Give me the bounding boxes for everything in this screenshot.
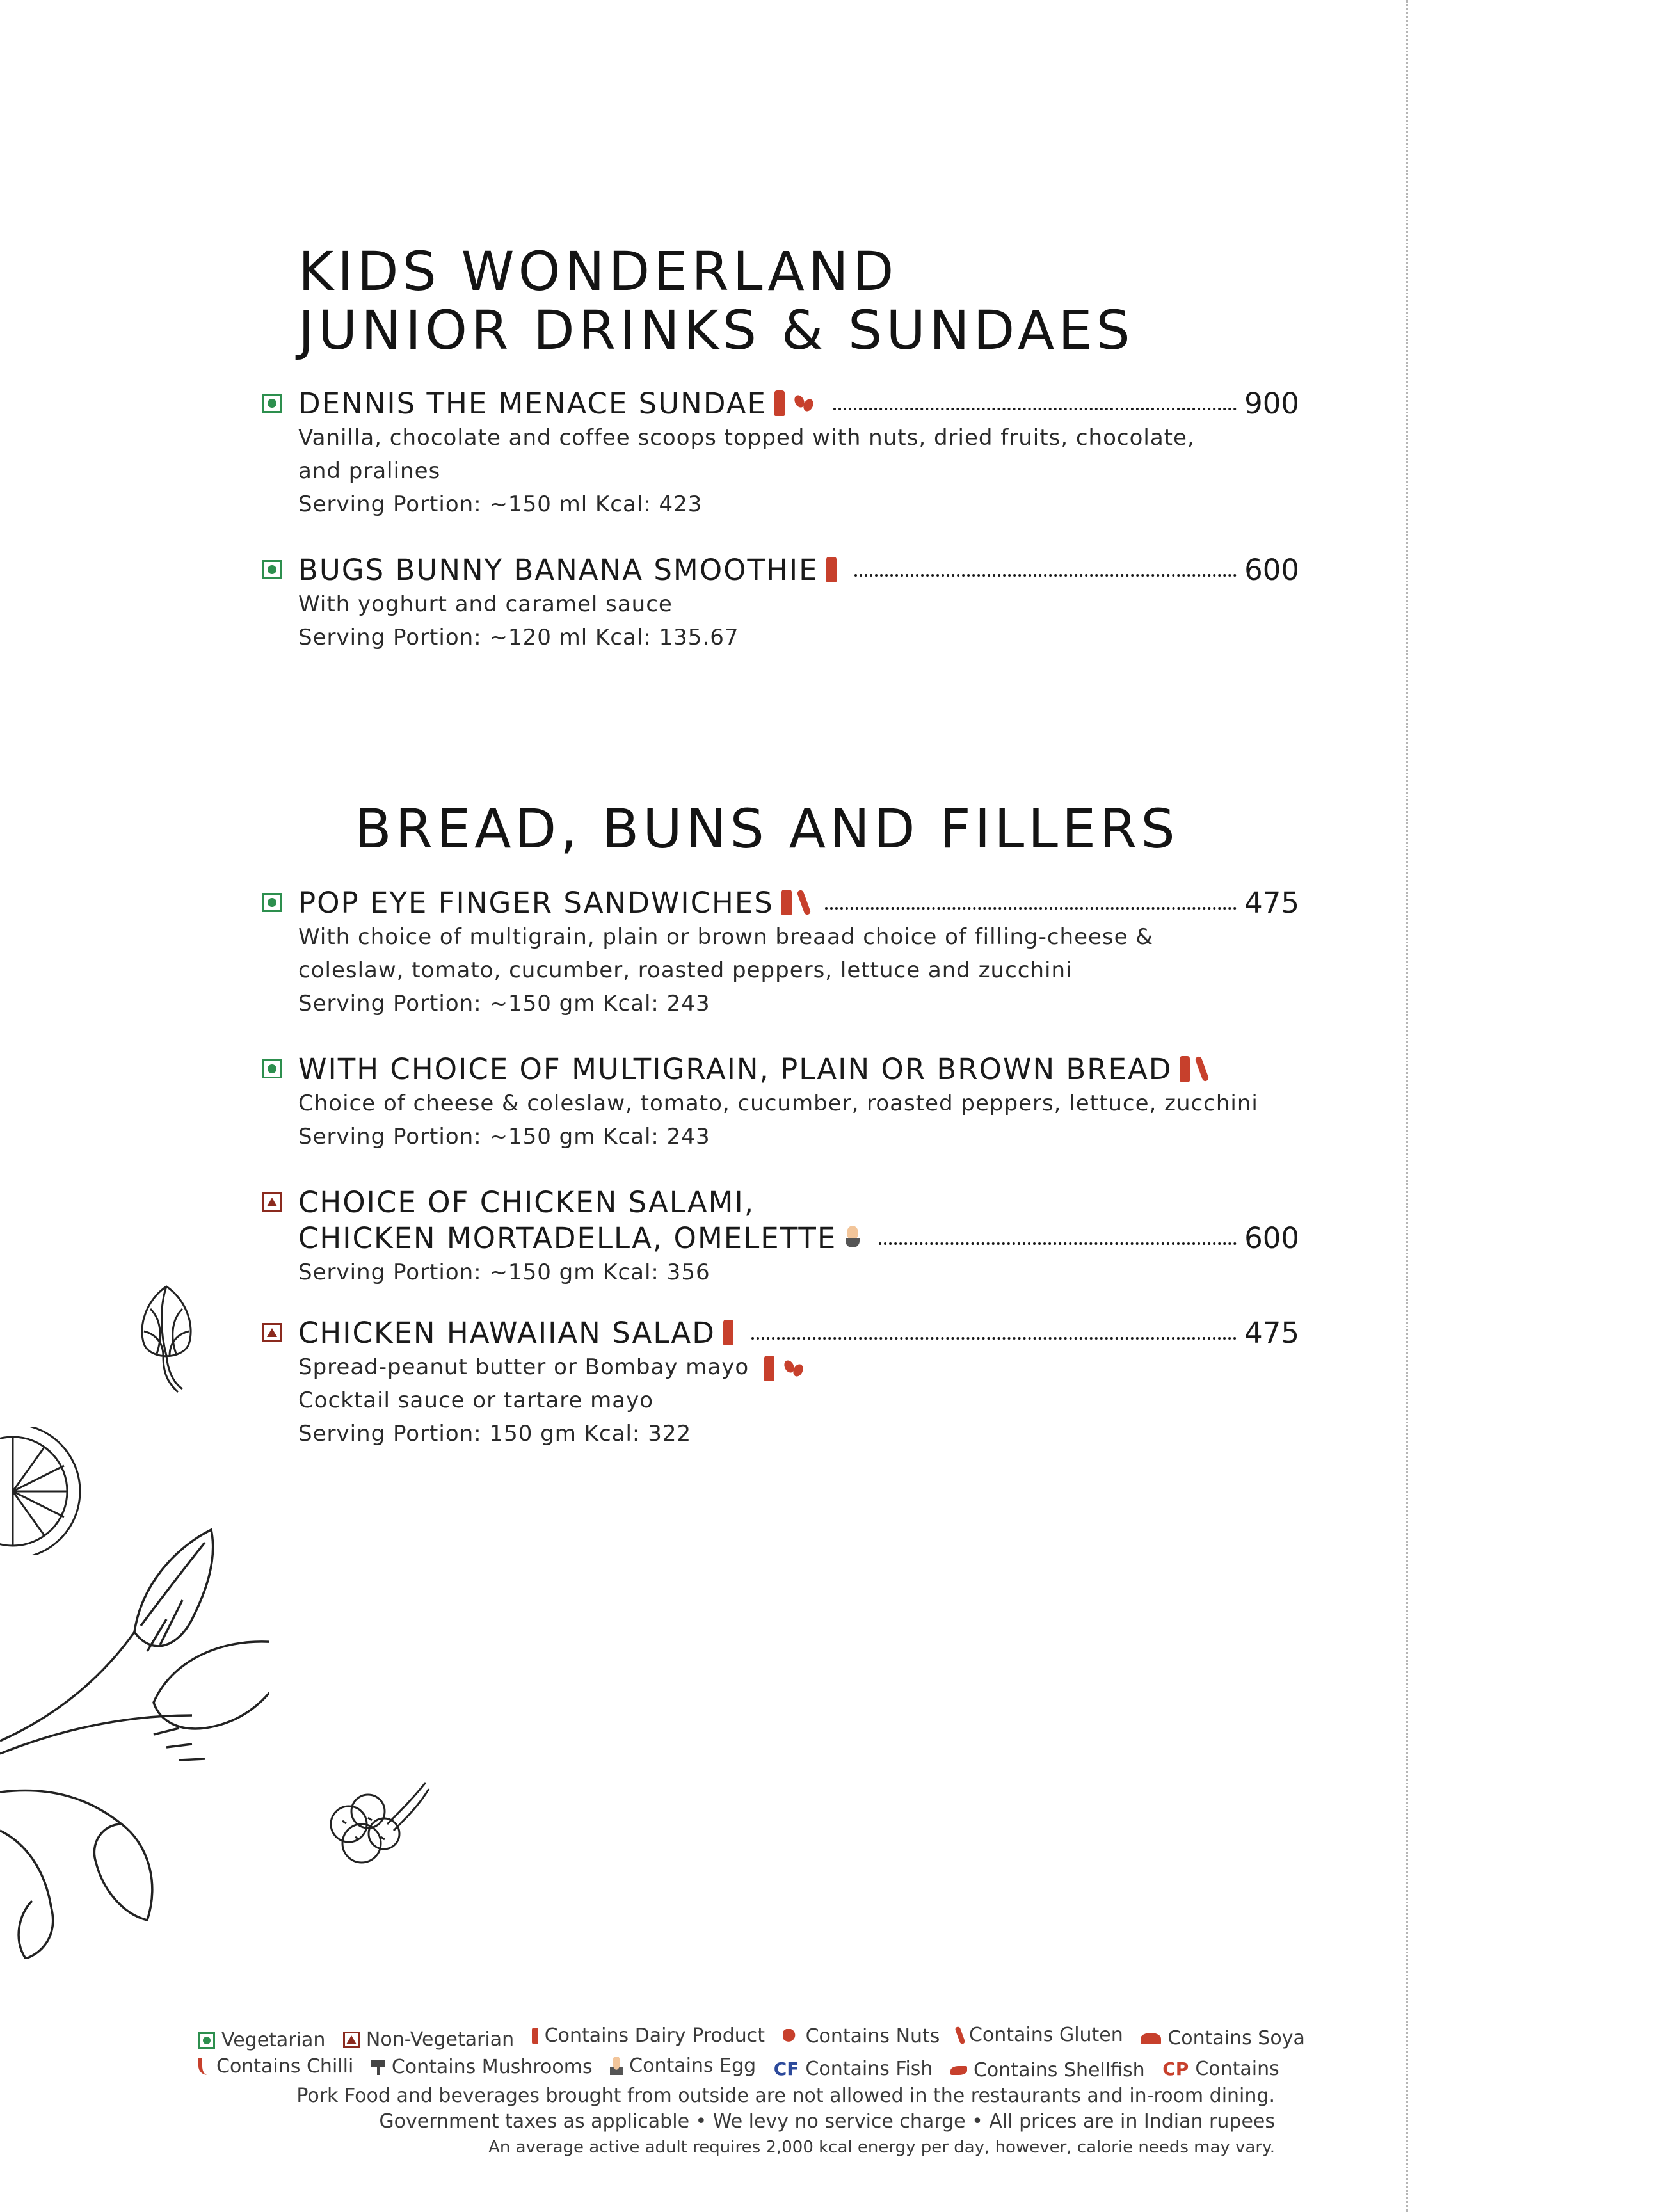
legend-label: Contains xyxy=(1195,2058,1279,2080)
broccoli-illustration xyxy=(323,1773,432,1888)
dot-leader xyxy=(879,1242,1237,1245)
menu-item xyxy=(262,1315,1299,1450)
menu-item xyxy=(262,1051,1299,1153)
item-portion: Serving Portion: ~150 gm Kcal: 356 xyxy=(298,1260,710,1285)
dairy-icon xyxy=(826,557,837,582)
legend-label: Contains Gluten xyxy=(968,2024,1123,2046)
artichoke-illustration xyxy=(128,1280,205,1395)
item-portion: Serving Portion: ~150 gm Kcal: 243 xyxy=(298,991,710,1016)
legend-row xyxy=(187,2053,1279,2083)
menu-item xyxy=(262,385,1299,521)
item-price: 600 xyxy=(1244,552,1299,587)
legend-row xyxy=(187,2023,1305,2053)
non-veg-icon xyxy=(262,1323,282,1342)
dairy-icon xyxy=(774,390,785,416)
dairy-icon xyxy=(723,1320,733,1345)
legend-label: Contains Soya xyxy=(1167,2027,1305,2049)
item-description: and pralines xyxy=(298,458,441,484)
nuts-icon xyxy=(783,1358,805,1379)
item-name: WITH CHOICE OF MULTIGRAIN, PLAIN OR BROWN BREAD xyxy=(298,1052,1173,1086)
veg-icon xyxy=(262,893,282,912)
kcal-note: An average active adult requires 2,000 kcal energy per day, however, calorie needs may vary. xyxy=(488,2138,1275,2157)
dot-leader xyxy=(825,907,1237,910)
legend xyxy=(187,2023,1305,2160)
item-portion: Serving Portion: ~150 gm Kcal: 243 xyxy=(298,1124,710,1150)
legend-label: Contains Shellfish xyxy=(973,2059,1145,2081)
dot-leader xyxy=(854,574,1237,577)
legend-label: Contains Chilli xyxy=(216,2055,354,2078)
item-name: CHOICE OF CHICKEN SALAMI, xyxy=(298,1185,755,1219)
veg-icon xyxy=(262,394,282,413)
fish-icon: CF xyxy=(773,2058,799,2080)
leaf-illustration xyxy=(0,1523,269,1959)
item-description: Spread-peanut butter or Bombay mayo xyxy=(298,1354,749,1380)
item-description: Vanilla, chocolate and coffee scoops topped with nuts, dried fruits, chocolate, xyxy=(298,425,1195,451)
item-description: Choice of cheese & coleslaw, tomato, cucumber, roasted peppers, lettuce, zucchini xyxy=(298,1091,1258,1116)
item-portion: Serving Portion: ~150 ml Kcal: 423 xyxy=(298,492,703,517)
outside-food-note: Food and beverages brought from outside are not allowed in the restaurants and in-room dining. xyxy=(344,2085,1275,2107)
item-description: With yoghurt and caramel sauce xyxy=(298,591,673,617)
gluten-icon xyxy=(796,889,811,915)
legend-label: Non-Vegetarian xyxy=(365,2028,515,2051)
gluten-icon xyxy=(954,2026,965,2044)
item-description: coleslaw, tomato, cucumber, roasted peppers, lettuce and zucchini xyxy=(298,958,1073,983)
dairy-icon xyxy=(781,890,792,915)
egg-icon xyxy=(610,2057,623,2075)
nuts-icon xyxy=(783,2029,799,2044)
item-price: 475 xyxy=(1244,885,1299,920)
non-veg-icon xyxy=(262,1192,282,1212)
menu-item xyxy=(262,1184,1299,1289)
legend-label: Pork xyxy=(296,2085,339,2107)
gluten-icon xyxy=(1195,1055,1210,1082)
legend-label: Contains Mushrooms xyxy=(391,2056,593,2078)
dot-leader xyxy=(751,1337,1237,1340)
menu-item xyxy=(262,885,1299,1020)
legend-label: Contains Fish xyxy=(805,2058,933,2080)
menu-item xyxy=(262,552,1299,654)
shellfish-icon xyxy=(950,2066,967,2075)
item-price: 475 xyxy=(1244,1315,1299,1350)
dairy-icon xyxy=(532,2028,538,2044)
item-portion: Serving Portion: ~120 ml Kcal: 135.67 xyxy=(298,625,739,650)
section-heading-kids: KIDS WONDERLAND xyxy=(298,240,898,303)
legend-row xyxy=(187,2083,1275,2109)
legend-label: Contains Egg xyxy=(629,2055,757,2077)
nuts-icon xyxy=(794,392,815,414)
item-name: POP EYE FINGER SANDWICHES xyxy=(298,885,774,920)
section-heading-junior-drinks: JUNIOR DRINKS & SUNDAES xyxy=(298,299,1134,362)
dairy-icon xyxy=(1180,1056,1190,1082)
veg-icon xyxy=(198,2032,215,2049)
veg-icon xyxy=(262,1059,282,1078)
chilli-icon xyxy=(198,2058,210,2075)
section-heading-bread: BREAD, BUNS AND FILLERS xyxy=(355,797,1179,860)
item-price: 900 xyxy=(1244,386,1299,421)
page-divider xyxy=(1406,0,1408,2212)
taxes-note: Government taxes as applicable • We levy no service charge • All prices are in Indian rupees xyxy=(379,2110,1275,2133)
soya-icon xyxy=(1141,2033,1161,2044)
mushroom-icon xyxy=(371,2060,385,2075)
legend-label: Contains Nuts xyxy=(805,2025,940,2048)
dairy-icon xyxy=(764,1356,774,1381)
item-name: DENNIS THE MENACE SUNDAE xyxy=(298,386,767,421)
item-name: CHICKEN MORTADELLA, OMELETTE xyxy=(298,1221,837,1255)
item-description: Cocktail sauce or tartare mayo xyxy=(298,1388,654,1413)
non-veg-icon xyxy=(343,2032,360,2048)
item-portion: Serving Portion: 150 gm Kcal: 322 xyxy=(298,1421,692,1447)
legend-label: Contains Dairy Product xyxy=(544,2024,765,2047)
veg-icon xyxy=(262,560,282,579)
pork-icon: CP xyxy=(1162,2058,1189,2080)
egg-icon xyxy=(844,1226,861,1250)
legend-label: Vegetarian xyxy=(221,2029,326,2051)
item-description: With choice of multigrain, plain or brown breaad choice of filling-cheese & xyxy=(298,924,1153,950)
dot-leader xyxy=(833,408,1237,410)
item-name: CHICKEN HAWAIIAN SALAD xyxy=(298,1315,716,1350)
item-price: 600 xyxy=(1244,1221,1299,1255)
item-name: BUGS BUNNY BANANA SMOOTHIE xyxy=(298,552,819,587)
